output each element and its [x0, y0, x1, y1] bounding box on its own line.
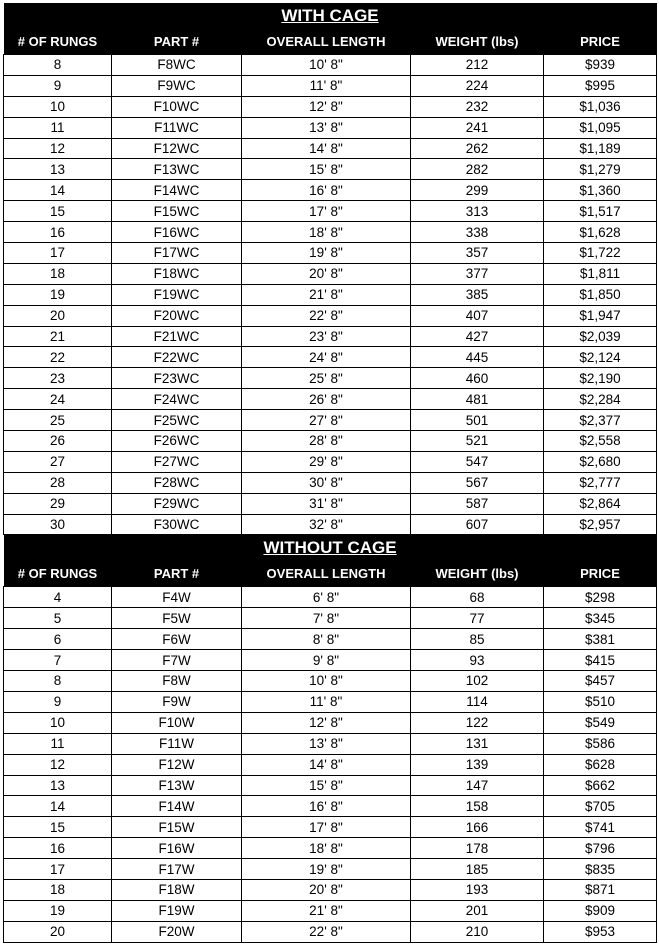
cell-rungs: 11 — [4, 117, 112, 138]
cell-weight: 224 — [411, 75, 544, 96]
table-row — [4, 796, 657, 817]
table-row — [4, 733, 657, 754]
cell-length: 28' 8" — [242, 431, 411, 452]
cell-price: $1,095 — [544, 117, 657, 138]
cell-length: 8' 8" — [242, 629, 411, 650]
cell-part: F18WC — [112, 263, 242, 284]
table-row — [4, 608, 657, 629]
cell-price: $2,284 — [544, 389, 657, 410]
cell-length: 22' 8" — [242, 305, 411, 326]
column-header-row — [4, 29, 657, 55]
table-row — [4, 75, 657, 96]
cell-price: $1,850 — [544, 284, 657, 305]
cell-rungs: 30 — [4, 514, 112, 535]
cell-rungs: 15 — [4, 201, 112, 222]
cell-part: F9W — [112, 691, 242, 712]
cell-part: F18W — [112, 879, 242, 900]
table-row — [4, 691, 657, 712]
header-weight: WEIGHT (lbs) — [411, 29, 544, 55]
table-row — [4, 879, 657, 900]
table-row — [4, 900, 657, 921]
cell-length: 10' 8" — [242, 671, 411, 692]
cell-part: F9WC — [112, 75, 242, 96]
cell-rungs: 18 — [4, 263, 112, 284]
cell-part: F29WC — [112, 493, 242, 514]
with-cage-table — [3, 3, 657, 535]
cell-weight: 93 — [411, 650, 544, 671]
cell-length: 21' 8" — [242, 284, 411, 305]
cell-price: $1,628 — [544, 222, 657, 243]
cell-length: 11' 8" — [242, 75, 411, 96]
cell-weight: 201 — [411, 900, 544, 921]
without-cage-title: WITHOUT CAGE — [263, 538, 397, 558]
cell-weight: 193 — [411, 879, 544, 900]
cell-part: F13W — [112, 775, 242, 796]
cell-weight: 158 — [411, 796, 544, 817]
cell-price: $415 — [544, 650, 657, 671]
cell-price: $741 — [544, 817, 657, 838]
cell-part: F13WC — [112, 159, 242, 180]
cell-part: F21WC — [112, 326, 242, 347]
cell-part: F24WC — [112, 389, 242, 410]
cell-rungs: 23 — [4, 368, 112, 389]
cell-length: 16' 8" — [242, 180, 411, 201]
table-row — [4, 775, 657, 796]
cell-rungs: 18 — [4, 879, 112, 900]
table-row — [4, 368, 657, 389]
cell-price: $705 — [544, 796, 657, 817]
cell-rungs: 21 — [4, 326, 112, 347]
cell-price: $2,558 — [544, 431, 657, 452]
cell-weight: 210 — [411, 921, 544, 942]
cell-price: $2,377 — [544, 410, 657, 431]
cell-rungs: 16 — [4, 222, 112, 243]
without-cage-table — [3, 535, 657, 942]
cell-price: $457 — [544, 671, 657, 692]
cell-price: $909 — [544, 900, 657, 921]
cell-weight: 357 — [411, 243, 544, 264]
table-row — [4, 451, 657, 472]
cell-price: $510 — [544, 691, 657, 712]
cell-weight: 131 — [411, 733, 544, 754]
cell-price: $871 — [544, 879, 657, 900]
cell-part: F19W — [112, 900, 242, 921]
cell-length: 7' 8" — [242, 608, 411, 629]
cell-part: F11WC — [112, 117, 242, 138]
table-row — [4, 180, 657, 201]
cell-weight: 567 — [411, 472, 544, 493]
cell-rungs: 13 — [4, 775, 112, 796]
cell-price: $939 — [544, 55, 657, 76]
cell-part: F4W — [112, 587, 242, 608]
cell-part: F28WC — [112, 472, 242, 493]
cell-part: F8W — [112, 671, 242, 692]
cell-rungs: 27 — [4, 451, 112, 472]
cell-weight: 68 — [411, 587, 544, 608]
ladder-spec-sheet — [3, 3, 656, 943]
cell-rungs: 15 — [4, 817, 112, 838]
header-length: OVERALL LENGTH — [242, 561, 411, 587]
cell-weight: 445 — [411, 347, 544, 368]
cell-weight: 377 — [411, 263, 544, 284]
table-row — [4, 96, 657, 117]
cell-length: 30' 8" — [242, 472, 411, 493]
cell-length: 10' 8" — [242, 55, 411, 76]
cell-rungs: 17 — [4, 243, 112, 264]
cell-length: 16' 8" — [242, 796, 411, 817]
cell-part: F30WC — [112, 514, 242, 535]
cell-rungs: 17 — [4, 859, 112, 880]
cell-length: 22' 8" — [242, 921, 411, 942]
header-part: PART # — [112, 29, 242, 55]
cell-length: 24' 8" — [242, 347, 411, 368]
cell-weight: 147 — [411, 775, 544, 796]
cell-part: F25WC — [112, 410, 242, 431]
header-rungs: # OF RUNGS — [4, 561, 112, 587]
cell-rungs: 29 — [4, 493, 112, 514]
cell-part: F10W — [112, 712, 242, 733]
table-row — [4, 431, 657, 452]
cell-rungs: 22 — [4, 347, 112, 368]
cell-rungs: 19 — [4, 900, 112, 921]
cell-length: 25' 8" — [242, 368, 411, 389]
cell-length: 13' 8" — [242, 733, 411, 754]
cell-price: $1,811 — [544, 263, 657, 284]
table-row — [4, 493, 657, 514]
table-row — [4, 754, 657, 775]
cell-rungs: 9 — [4, 691, 112, 712]
cell-rungs: 4 — [4, 587, 112, 608]
table-row — [4, 326, 657, 347]
table-row — [4, 838, 657, 859]
cell-length: 20' 8" — [242, 263, 411, 284]
cell-length: 15' 8" — [242, 159, 411, 180]
table-row — [4, 472, 657, 493]
cell-weight: 460 — [411, 368, 544, 389]
cell-part: F12W — [112, 754, 242, 775]
table-row — [4, 650, 657, 671]
header-rungs: # OF RUNGS — [4, 29, 112, 55]
cell-weight: 547 — [411, 451, 544, 472]
header-price: PRICE — [544, 29, 657, 55]
header-length: OVERALL LENGTH — [242, 29, 411, 55]
table-row — [4, 222, 657, 243]
cell-part: F27WC — [112, 451, 242, 472]
cell-price: $381 — [544, 629, 657, 650]
cell-price: $835 — [544, 859, 657, 880]
cell-weight: 587 — [411, 493, 544, 514]
table-row — [4, 347, 657, 368]
table-row — [4, 921, 657, 942]
cell-weight: 481 — [411, 389, 544, 410]
cell-rungs: 7 — [4, 650, 112, 671]
table-row — [4, 138, 657, 159]
cell-part: F15W — [112, 817, 242, 838]
cell-part: F20WC — [112, 305, 242, 326]
cell-price: $2,124 — [544, 347, 657, 368]
cell-part: F5W — [112, 608, 242, 629]
cell-part: F14WC — [112, 180, 242, 201]
cell-rungs: 14 — [4, 180, 112, 201]
cell-rungs: 28 — [4, 472, 112, 493]
table-row — [4, 284, 657, 305]
cell-rungs: 9 — [4, 75, 112, 96]
section-title-row — [4, 535, 657, 561]
cell-part: F16WC — [112, 222, 242, 243]
cell-part: F16W — [112, 838, 242, 859]
cell-rungs: 11 — [4, 733, 112, 754]
table-row — [4, 159, 657, 180]
cell-part: F11W — [112, 733, 242, 754]
cell-rungs: 26 — [4, 431, 112, 452]
cell-part: F26WC — [112, 431, 242, 452]
table-row — [4, 410, 657, 431]
cell-weight: 122 — [411, 712, 544, 733]
table-row — [4, 712, 657, 733]
cell-weight: 282 — [411, 159, 544, 180]
cell-part: F20W — [112, 921, 242, 942]
cell-weight: 299 — [411, 180, 544, 201]
cell-length: 26' 8" — [242, 389, 411, 410]
cell-rungs: 14 — [4, 796, 112, 817]
cell-length: 18' 8" — [242, 222, 411, 243]
cell-price: $2,039 — [544, 326, 657, 347]
cell-part: F22WC — [112, 347, 242, 368]
cell-part: F19WC — [112, 284, 242, 305]
cell-price: $586 — [544, 733, 657, 754]
cell-rungs: 19 — [4, 284, 112, 305]
cell-price: $345 — [544, 608, 657, 629]
cell-length: 12' 8" — [242, 712, 411, 733]
cell-weight: 114 — [411, 691, 544, 712]
cell-weight: 178 — [411, 838, 544, 859]
cell-weight: 262 — [411, 138, 544, 159]
cell-weight: 166 — [411, 817, 544, 838]
table-row — [4, 201, 657, 222]
cell-price: $995 — [544, 75, 657, 96]
cell-weight: 407 — [411, 305, 544, 326]
cell-price: $2,957 — [544, 514, 657, 535]
cell-length: 19' 8" — [242, 243, 411, 264]
cell-rungs: 13 — [4, 159, 112, 180]
cell-price: $662 — [544, 775, 657, 796]
with-cage-title: WITH CAGE — [281, 6, 379, 25]
cell-length: 14' 8" — [242, 754, 411, 775]
section-title-row — [4, 3, 657, 29]
cell-part: F14W — [112, 796, 242, 817]
cell-weight: 85 — [411, 629, 544, 650]
cell-rungs: 8 — [4, 671, 112, 692]
cell-rungs: 20 — [4, 305, 112, 326]
cell-part: F23WC — [112, 368, 242, 389]
cell-rungs: 20 — [4, 921, 112, 942]
cell-length: 17' 8" — [242, 201, 411, 222]
cell-price: $2,190 — [544, 368, 657, 389]
cell-rungs: 12 — [4, 754, 112, 775]
cell-part: F6W — [112, 629, 242, 650]
cell-length: 11' 8" — [242, 691, 411, 712]
column-header-row — [4, 561, 657, 587]
table-row — [4, 514, 657, 535]
cell-length: 17' 8" — [242, 817, 411, 838]
cell-length: 14' 8" — [242, 138, 411, 159]
table-row — [4, 55, 657, 76]
cell-rungs: 6 — [4, 629, 112, 650]
cell-weight: 501 — [411, 410, 544, 431]
table-row — [4, 263, 657, 284]
cell-length: 32' 8" — [242, 514, 411, 535]
table-row — [4, 859, 657, 880]
cell-length: 29' 8" — [242, 451, 411, 472]
cell-rungs: 12 — [4, 138, 112, 159]
table-row — [4, 305, 657, 326]
cell-part: F12WC — [112, 138, 242, 159]
cell-weight: 77 — [411, 608, 544, 629]
cell-price: $2,680 — [544, 451, 657, 472]
table-row — [4, 587, 657, 608]
cell-rungs: 25 — [4, 410, 112, 431]
cell-part: F17WC — [112, 243, 242, 264]
cell-price: $628 — [544, 754, 657, 775]
cell-rungs: 24 — [4, 389, 112, 410]
cell-weight: 241 — [411, 117, 544, 138]
cell-length: 15' 8" — [242, 775, 411, 796]
table-row — [4, 671, 657, 692]
cell-length: 9' 8" — [242, 650, 411, 671]
cell-price: $549 — [544, 712, 657, 733]
cell-price: $298 — [544, 587, 657, 608]
cell-price: $1,947 — [544, 305, 657, 326]
cell-length: 20' 8" — [242, 879, 411, 900]
table-row — [4, 243, 657, 264]
table-row — [4, 389, 657, 410]
cell-rungs: 8 — [4, 55, 112, 76]
cell-rungs: 16 — [4, 838, 112, 859]
cell-part: F8WC — [112, 55, 242, 76]
cell-weight: 139 — [411, 754, 544, 775]
cell-part: F10WC — [112, 96, 242, 117]
cell-part: F15WC — [112, 201, 242, 222]
table-row — [4, 117, 657, 138]
cell-weight: 338 — [411, 222, 544, 243]
header-price: PRICE — [544, 561, 657, 587]
table-row — [4, 817, 657, 838]
cell-price: $2,864 — [544, 493, 657, 514]
cell-weight: 521 — [411, 431, 544, 452]
table-row — [4, 629, 657, 650]
cell-length: 18' 8" — [242, 838, 411, 859]
cell-rungs: 5 — [4, 608, 112, 629]
cell-price: $1,279 — [544, 159, 657, 180]
cell-length: 27' 8" — [242, 410, 411, 431]
cell-weight: 313 — [411, 201, 544, 222]
cell-price: $1,517 — [544, 201, 657, 222]
cell-price: $1,189 — [544, 138, 657, 159]
cell-length: 23' 8" — [242, 326, 411, 347]
cell-length: 21' 8" — [242, 900, 411, 921]
cell-price: $1,036 — [544, 96, 657, 117]
cell-weight: 427 — [411, 326, 544, 347]
cell-weight: 185 — [411, 859, 544, 880]
cell-part: F7W — [112, 650, 242, 671]
cell-length: 12' 8" — [242, 96, 411, 117]
cell-weight: 232 — [411, 96, 544, 117]
cell-price: $1,360 — [544, 180, 657, 201]
cell-price: $2,777 — [544, 472, 657, 493]
cell-weight: 212 — [411, 55, 544, 76]
cell-price: $796 — [544, 838, 657, 859]
cell-rungs: 10 — [4, 712, 112, 733]
cell-length: 6' 8" — [242, 587, 411, 608]
header-part: PART # — [112, 561, 242, 587]
cell-weight: 102 — [411, 671, 544, 692]
cell-price: $1,722 — [544, 243, 657, 264]
cell-length: 19' 8" — [242, 859, 411, 880]
cell-price: $953 — [544, 921, 657, 942]
cell-length: 31' 8" — [242, 493, 411, 514]
cell-rungs: 10 — [4, 96, 112, 117]
cell-weight: 385 — [411, 284, 544, 305]
cell-weight: 607 — [411, 514, 544, 535]
cell-length: 13' 8" — [242, 117, 411, 138]
cell-part: F17W — [112, 859, 242, 880]
header-weight: WEIGHT (lbs) — [411, 561, 544, 587]
